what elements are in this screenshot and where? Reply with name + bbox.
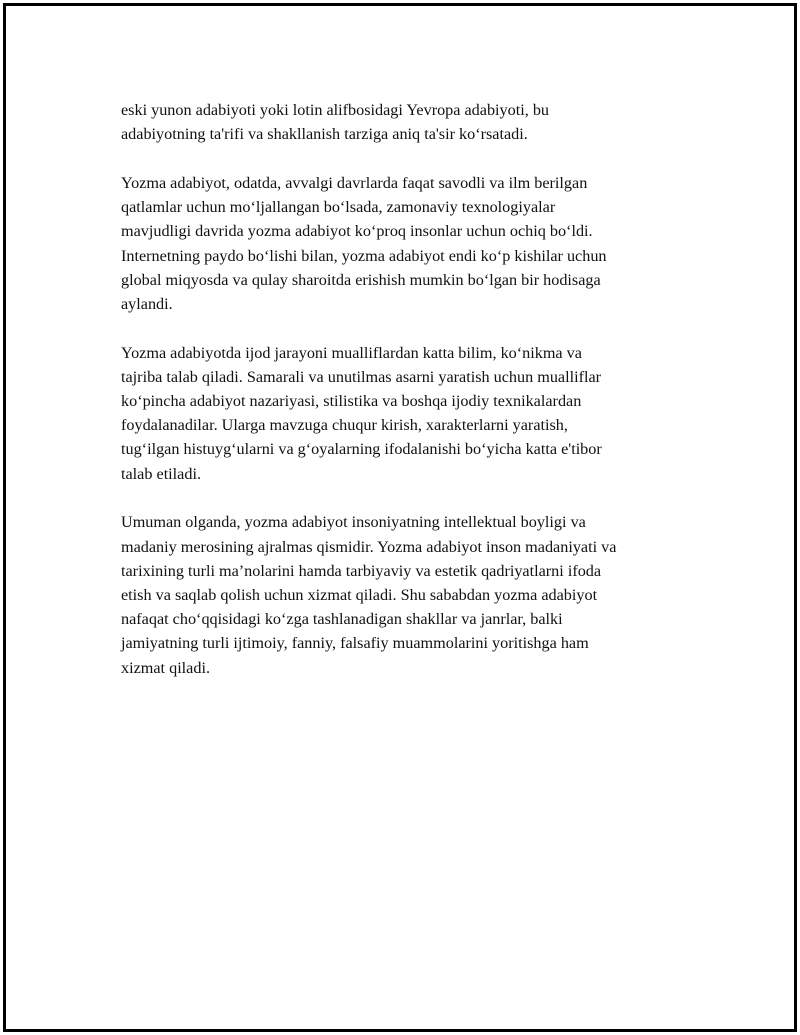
paragraph-2: Yozma adabiyot, odatda, avvalgi davrlarda faqat savodli va ilm berilgan qatlamlar uchun moʻljallangan boʻlsada, zamonaviy texnologiyalar mavjudligi davrida yozma adabiyot koʻproq insonlar uchun ochiq boʻldi. Internetning paydo boʻlishi bilan, yozma adabiyot endi koʻp kishilar uchun global miqyosda va qulay sharoitda erishish mumkin boʻlgan bir hodisaga aylandi. bbox=[121, 173, 607, 313]
page-frame bbox=[3, 3, 797, 1032]
page-content bbox=[121, 98, 696, 704]
paragraph-3: Yozma adabiyotda ijod jarayoni mualliflardan katta bilim, koʻnikma va tajriba talab qiladi. Samarali va unutilmas asarni yaratish uchun mualliflar koʻpincha adabiyot nazariyasi, stilistika va boshqa ijodiy texnikalardan foydalanadilar. Ularga mavzuga chuqur kirish, xarakterlarni yaratish, tugʻilgan histuygʻularni va gʻoyalarning ifodalanishi boʻyicha katta e'tibor talab etiladi. bbox=[121, 343, 602, 483]
paragraph-4: Umuman olganda, yozma adabiyot insoniyatning intellektual boyligi va madaniy merosining ajralmas qismidir. Yozma adabiyot inson madaniyati va tarixining turli maʼnolarini hamda tarbiyaviy va estetik qadriyatlarni ifoda etish va saqlab qolish uchun xizmat qiladi. Shu sababdan yozma adabiyot nafaqat choʻqqisidagi koʻzga tashlanadigan shakllar va janrlar, balki jamiyatning turli ijtimoiy, fanniy, falsafiy muammolarini yoritishga ham xizmat qiladi. bbox=[121, 513, 617, 677]
paragraph-1: eski yunon adabiyoti yoki lotin alifbosidagi Yevropa adabiyoti, bu adabiyotning ta'rifi va shakllanish tarziga aniq ta'sir koʻrsatadi. bbox=[121, 101, 550, 144]
